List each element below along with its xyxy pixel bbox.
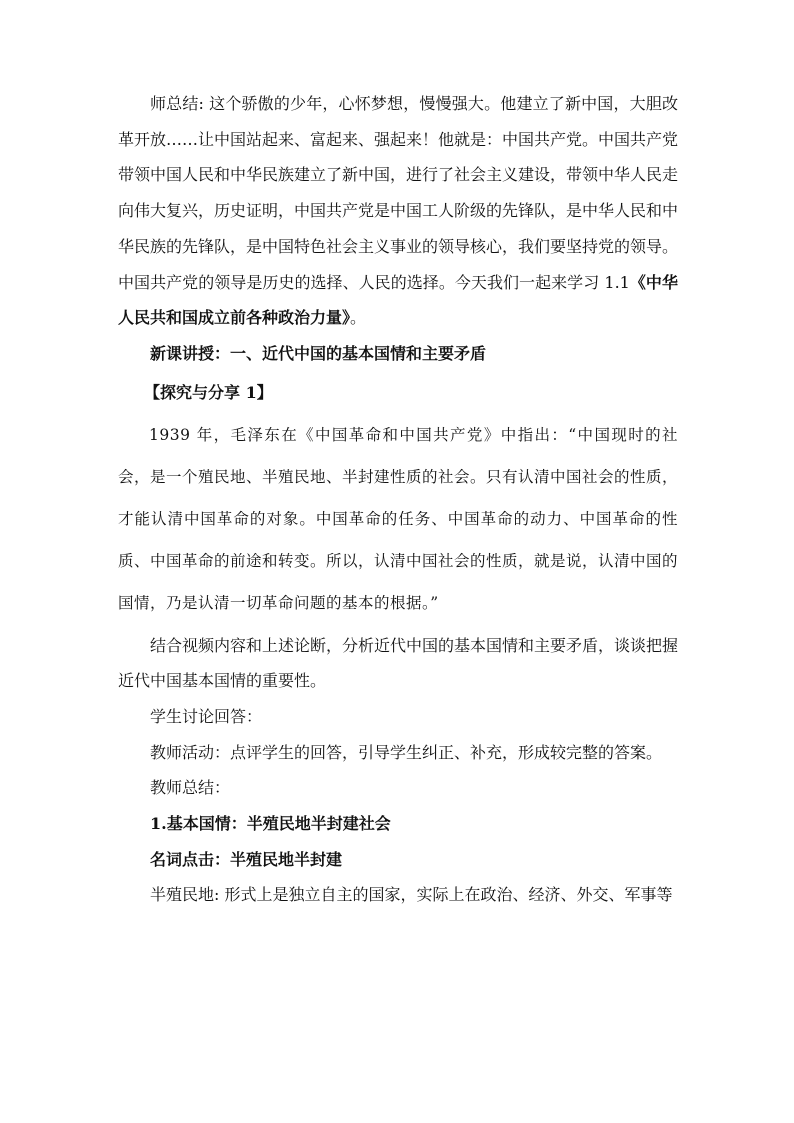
intro-text: 师总结: 这个骄傲的少年，心怀梦想，慢慢强大。他建立了新中国，大胆改革开放……让中国站起来、富起来、强起来！他就是：中国共产党。中国共产党带领中国人民和中华民族建立了新中国，进行了社会主义建设，带领中华人民走向伟大复兴，历史证明，中国共产党是中国工人阶级的先锋队，是中华人民和中华民族的先锋队，是中国特色社会主义事业的领导核心，我们要坚持党的领导。中国共产党的领导是历史的选择、人民的选择。今天我们一起来学习 1.1: [118, 94, 679, 292]
semi-colony-definition: 半殖民地: 形式上是独立自主的国家，实际上在政治、经济、外交、军事等: [150, 885, 673, 905]
teacher-activity: 教师活动：点评学生的回答，引导学生纠正、补充，形成较完整的答案。: [150, 742, 663, 762]
point-1-heading: 1.基本国情：半殖民地半封建社会: [150, 814, 391, 834]
student-discussion: 学生讨论回答：: [150, 707, 263, 727]
term-heading: 名词点击：半殖民地半封建: [150, 849, 343, 869]
task-paragraph: 结合视频内容和上述论断，分析近代中国的基本国情和主要矛盾，谈谈把握近代中国基本国情的重要性。: [118, 635, 679, 691]
teacher-summary: 教师总结：: [150, 778, 231, 798]
intro-paragraph: [118, 86, 678, 336]
lesson-title: 《中华人民共和国成立前各种政治力量》: [118, 272, 678, 328]
intro-end: 。: [350, 308, 367, 328]
document-body: [118, 86, 678, 913]
explore-share-label: 【探究与分享 1】: [144, 382, 273, 402]
mao-quote: 1939 年，毛泽东在《中国革命和中国共产党》中指出：“中国现时的社会，是一个殖民地、半殖民地、半封建性质的社会。只有认清中国社会的性质，才能认清中国革命的对象。中国革命的任务、中国革命的动力、中国革命的性质、中国革命的前途和转变。所以，认清中国社会的性质，就是说，认清中国的国情，乃是认清一切革命问题的基本的根据。”: [118, 425, 679, 612]
new-lesson-heading: 新课讲授：一、近代中国的基本国情和主要矛盾: [150, 343, 487, 363]
